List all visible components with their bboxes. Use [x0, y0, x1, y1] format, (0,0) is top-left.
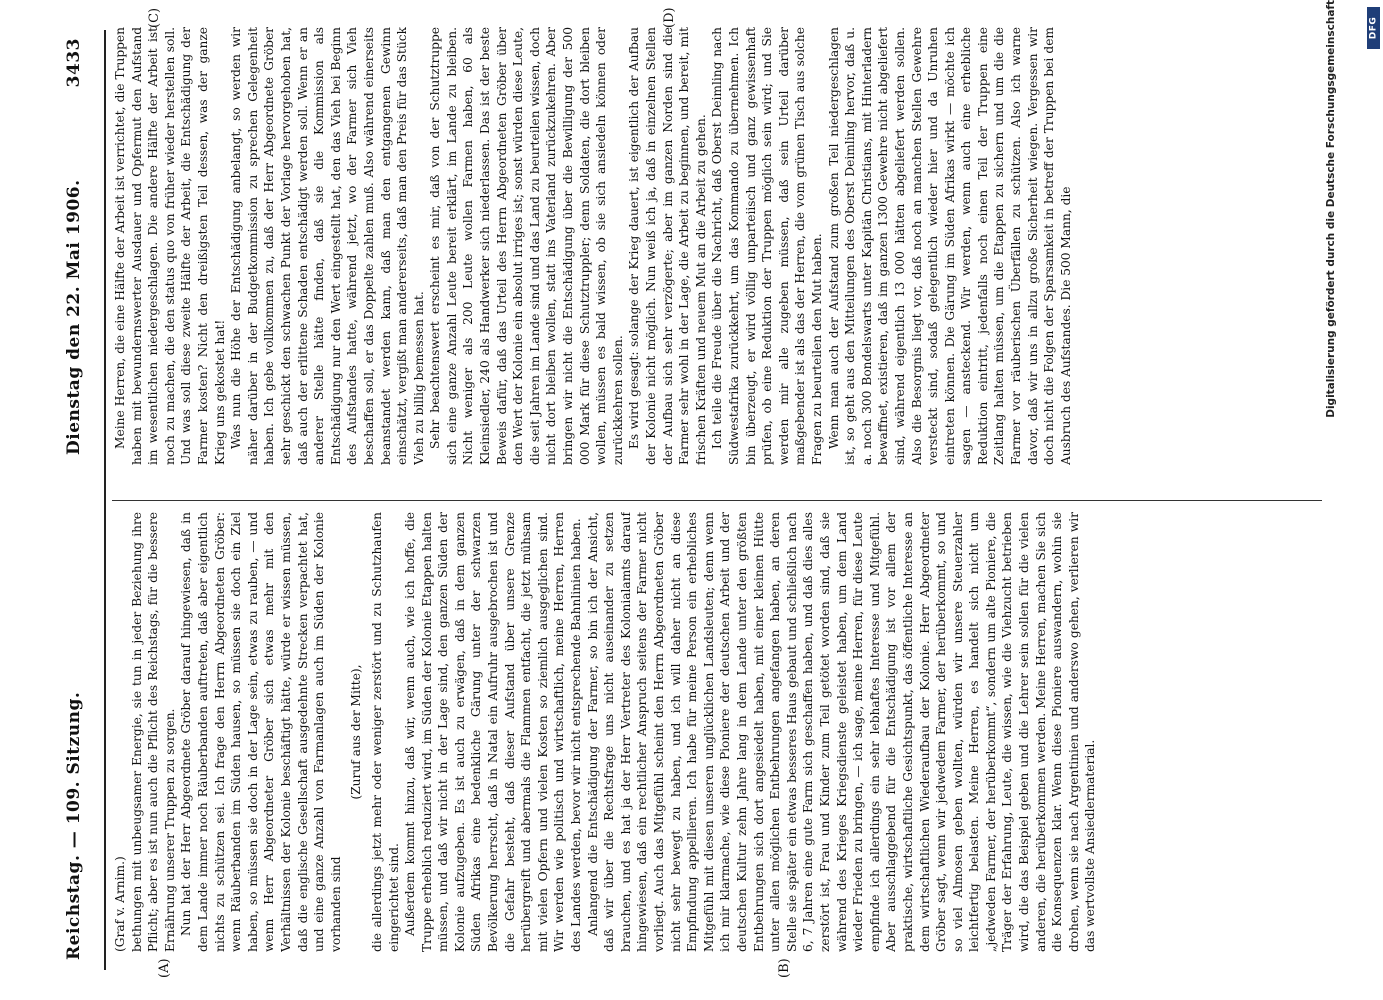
- margin-marker-a: (A): [157, 958, 172, 978]
- header-rule: [104, 30, 106, 970]
- rotated-page: [42, 0, 1342, 1000]
- digitization-credit: Digitalisierung gefördert durch die Deutsche Forschungsgemeinschaft: [1325, 0, 1337, 418]
- paragraph: Meine Herren, die eine Hälfte der Arbeit ist verrichtet, die Truppen haben mit bewundernswerter Ausdauer und Opfermut den Aufstand im wesentlichen niedergeschlagen. Die andere Hälfte der Arbeit ist noch zu machen, die den status quo von früher wieder herstellen soll. Und was soll diese zweite Hälfte der Arbeit, die Entschädigung der Farmer kosten? Nicht den dreißigsten Teil dessen, was der ganze Krieg uns gekostet hat!: [113, 27, 227, 465]
- header-left: Reichstag. — 109. Sitzung.: [64, 691, 84, 960]
- margin-marker-b: (B): [777, 958, 792, 978]
- right-column: [112, 27, 1324, 465]
- dfg-logo: [1367, 7, 1380, 49]
- left-column: [112, 512, 1324, 952]
- paragraph: Es wird gesagt: solange der Krieg dauert, ist eigentlich der Aufbau der Kolonie nicht möglich. Nun weiß ich ja, daß in einzelnen Stellen der Aufbau sich sehr verzögerte; aber im ganzen Norden sind die Farmer sehr wohl in der Lage, die Arbeit zu beginnen, und bereit, mit frischen Kräften und neuem Mut an die Arbeit zu gehen.: [627, 27, 708, 465]
- paragraph: Was nun die Höhe der Entschädigung anbelangt, so werden wir näher darüber in der Budgetkommission zu sprechen Gelegenheit haben. Ich gebe vollkommen zu, daß der Herr Abgeordnete Gröber sehr geschickt den schwachen Punkt der Vorlage hervorgehoben hat, daß auch der erlittene Schaden entschädigt werden soll. Wenn er an anderer Stelle hätte finden, daß sie die Kommission als Entschädigung nur den Wert eingestellt hat, den das Vieh bei Beginn des Aufstandes hatte, während jetzt, wo der Farmer sich Vieh beschaffen soll, er das Doppelte zahlen muß. Also während einerseits beanstandet werden kann, daß man den entgangenen Gewinn einschätzt, vergißt man andererseits, daß man den Preis für das Stück Vieh zu billig bemessen hat.: [229, 27, 426, 465]
- margin-marker-c: (C): [147, 7, 162, 28]
- page-number: 3433: [64, 38, 84, 88]
- page-header: [64, 0, 100, 1000]
- header-right: Dienstag den 22. Mai 1906.: [64, 179, 84, 455]
- speaker-label: (Graf v. Arnim.): [113, 856, 127, 952]
- column-divider: [112, 500, 1322, 501]
- paragraph: Sehr beachtenswert erscheint es mir, daß von der Schutztruppe sich eine ganze Anzahl Leute bereit erklärt, im Lande zu bleiben. Nicht weniger als 200 Leute wollen Farmen haben, 60 als Kleinsiedler, 240 als Handwerker sich niederlassen. Das ist der beste Beweis dafür, daß das Urteil des Herrn Abgeordneten Gröber über den Wert der Kolonie ein absolut irriges ist; sonst würden diese Leute, die seit Jahren im Lande sind und das Land zu beurteilen wissen, doch nicht dort bleiben wollen, statt ins Vaterland zurückzukehren. Aber bringen wir nicht die Entschädigung über die Bewilligung der 500 000 Mark für diese Schutztruppler; denn Soldaten, die dort bleiben wollen, müssen es bald wissen, ob sie sich ansiedeln können oder zurückkehren sollen.: [428, 27, 625, 465]
- paragraph: Außerdem kommt hinzu, daß wir, wenn auch, wie ich hoffe, die Truppe erheblich reduziert wird, im Süden der Kolonie Etappen halten müssen, und daß wir nicht in der Lage sind, den ganzen Süden der Kolonie aufzugeben. Es ist auch zu erwägen, daß in dem ganzen Süden Afrikas eine bedenkliche Gärung unter der schwarzen Bevölkerung herrscht, daß in Natal ein Aufruhr ausgebrochen ist und die Gefahr besteht, daß dieser Aufstand über unsere Grenze herübergreift und abermals die Flammen entfacht, die jetzt mühsam mit vielen Opfern und vielen Kosten so ziemlich ausgeglichen sind. Wir werden wie politisch und wirtschaftlich, meine Herren, Herren des Landes werden, bevor wir nicht entsprechende Bahnlinien haben.: [403, 512, 584, 952]
- margin-marker-d: (D): [662, 7, 677, 28]
- paragraph: Wenn man auch der Aufstand zum großen Teil niedergeschlagen ist, so geht aus den Mitteilungen des Oberst Deimling hervor, daß u. a. noch 300 Bondelswarts unter Kapitän Christians, mit Hinterladern bewaffnet, existieren, daß im ganzen 1300 Gewehre nicht abgeliefert sind, während eigentlich 13 000 hätten abgeliefert werden sollen. Also die Besorgnis liegt vor, daß noch an manchen Stellen Gewehre versteckt sind, sodaß gelegentlich wieder hier und da Unruhen eintreten können. Die Gärung im Süden Afrikas wirkt — möchte ich sagen — ansteckend. Wir werden, wenn auch eine erhebliche Reduktion eintritt, jedenfalls noch einen Teil der Truppen eine Zeitlang halten müssen, um die Etappen zu sichern und um die die Farmer vor räuberischen Überfällen zu schützen. Also ich warne davor, daß wir uns in allzu große Sicherheit wiegen. Vergessen wir doch nicht die Folgen der Sparsamkeit in betreff der Truppen bei dem Ausbruch des Aufstandes. Die 500 Mann, die: [826, 27, 1073, 465]
- paragraph: Nun hat der Herr Abgeordnete Gröber darauf hingewiesen, daß in dem Lande immer noch Räuberbanden auftreten, daß aber eigentlich nichts zu schützen sei. Ich frage den Herrn Abgeordneten Gröber: wenn Räuberbanden im Süden hausen, so müssen sie doch ein Ziel haben, so müssen sie doch in der Lage sein, etwas zu rauben, — und wenn Herr Abgeordneter Gröber sich etwas mehr mit den Verhältnissen der Kolonie beschäftigt hätte, würde er wissen müssen, daß die englische Gesellschaft ausgedehnte Strecken verpachtet hat, und eine ganze Anzahl von Farmanlagen auch im Süden der Kolonie vorhanden sind: [179, 512, 343, 952]
- paragraph: Anlangend die Entschädigung der Farmer, so bin ich der Ansicht, daß wir über die Rechtsfrage uns nicht auseinander zu setzen brauchen, und es hat ja der Herr Vertreter des Kolonialamts darauf hingewiesen, daß ein rechtlicher Anspruch seitens der Farmer nicht vorliegt. Auch das Mitgefühl scheint den Herrn Abgeordneten Gröber nicht sehr bewegt zu haben, und ich will daher nicht an diese Empfindung appellieren. Ich habe für meine Person ein erhebliches Mitgefühl mit diesen unseren unglücklichen Landsleuten; denn wenn ich mir klarmache, wie diese Pioniere der deutschen Arbeit und der deutschen Kultur zehn Jahre lang in dem Lande unter den größten Entbehrungen sich dort angesiedelt haben, mit einer kleinen Hütte unter allen möglichen Entbehrungen angefangen haben, an deren Stelle sie später ein etwas besseres Haus gebaut und schließlich nach 6, 7 Jahren eine gute Farm sich geschaffen haben, und daß dies alles zerstört ist, Frau und Kinder zum Teil getötet worden sind, daß sie während des Krieges Kriegsdienste geleistet haben, um dem Land wieder Frieden zu bringen, — ich sage, meine Herren, für diese Leute empfinde ich allerdings ein sehr lebhaftes Interesse und Mitgefühl. Aber ausschlaggebend für die Entschädigung ist vor allem der praktische, wirtschaftliche Gesichtspunkt, das öffentliche Interesse an dem wirtschaftlichen Wiederaufbau der Kolonie. Herr Abgeordneter Gröber sagt, wenn wir jedwedem Farmer, der herüberkommt, so und so viel Almosen geben wollten, würden wir unsere Steuerzahler leichtfertig belasten. Meine Herren, es handelt sich nicht um „jedweden Farmer, der herüberkommt“, sondern um alte Pioniere, die Träger der Erfahrung, Leute, die wissen, wie die Viehzucht betrieben wird, die das Beispiel geben und die Lehrer sein sollen für die vielen anderen, die herüberkommen werden. Meine Herren, machen Sie sich die Konsequenzen klar. Wenn diese Pioniere auswandern, wohin sie drohen, wenn sie nach Argentinien und anderswo gehen, verlieren wir das wertvollste Ansiedlermaterial.: [585, 512, 1098, 952]
- paragraph: die allerdings jetzt mehr oder weniger zerstört und zu Schutzhaufen eingerichtet sind.: [369, 512, 401, 952]
- interjection: (Zuruf aus der Mitte),: [349, 664, 364, 800]
- dfg-logo-text: DFG: [1368, 16, 1379, 40]
- paragraph: Ich teile die Freude über die Nachricht, daß Oberst Deimling nach Südwestafrika zurückkehrt, um das Kommando zu übernehmen. Ich bin überzeugt, er wird völlig unparteiisch und ganz gewissenhaft prüfen, ob eine Reduktion der Truppen möglich sein wird; und Sie werden mir alle zugeben müssen, daß sein Urteil darüber maßgebender ist als das der Herren, die vom grünen Tisch aus solche Fragen zu beurteilen den Mut haben.: [710, 27, 824, 465]
- paragraph: bethungen mit unbeugsamer Energie, sie tun in jeder Beziehung ihre Pflicht; aber es ist nun auch die Pflicht des Reichstags, für die bessere Ernährung unserer Truppen zu sorgen.: [129, 512, 177, 952]
